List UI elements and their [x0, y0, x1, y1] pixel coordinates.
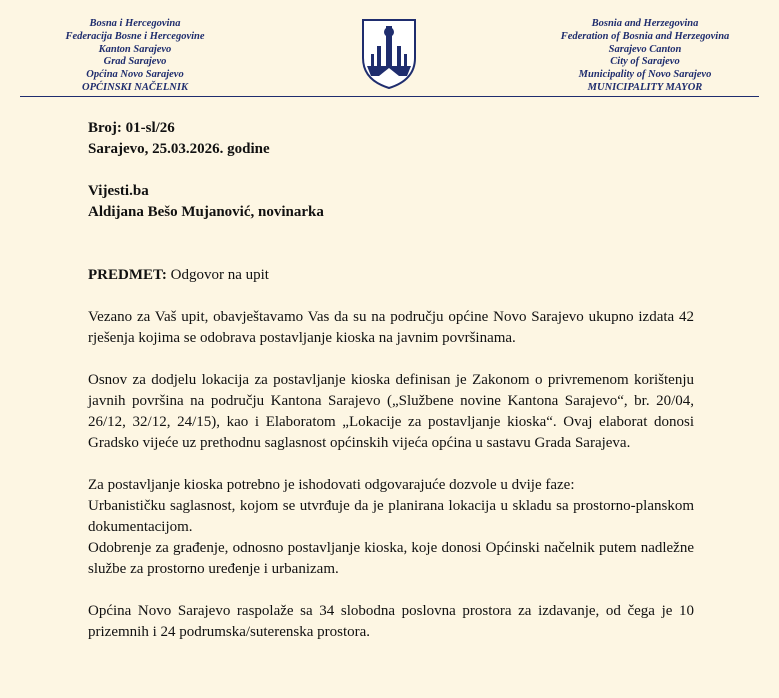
letter-place-date: Sarajevo, 25.03.2026. godine	[88, 141, 270, 157]
paragraph-legal-basis: Osnov za dodjelu lokacija za postavljanje kioska definisan je Zakonom o privremenom korištenju javnih površina na području Kantona Sarajevo („Službene novine Kantona Sarajevo“, br. 20/04, 26/12, 32/12, 24/15), kao i Elaboratom „Lokacije za postavljanje kioska“. Ovaj elaborat donosi Gradsko vijeće uz prethodnu saglasnost općinskih vijeća općina u sastavu Grada Sarajeva.	[88, 372, 694, 451]
header-right-line: City of Sarajevo	[610, 56, 680, 68]
subject-label: PREDMET:	[88, 267, 167, 283]
municipal-crest-icon	[361, 18, 417, 90]
header-left-line: Grad Sarajevo	[103, 56, 167, 68]
subject-line	[88, 265, 694, 286]
header-left-line: OPĆINSKI NAČELNIK	[82, 81, 188, 93]
header-right-line: MUNICIPALITY MAYOR	[587, 81, 703, 93]
header-left-line: Federacija Bosne i Hercegovine	[65, 30, 205, 42]
header-left-line: Bosna i Hercegovina	[89, 18, 181, 29]
header-left-block	[20, 18, 250, 95]
subject-text: Odgovor na upit	[166, 267, 269, 283]
header-right-line: Sarajevo Canton	[608, 43, 682, 55]
recipient-organization: Vijesti.ba	[88, 183, 149, 199]
header-right-line: Bosnia and Herzegovina	[591, 18, 699, 29]
letter-number: Broj: 01-sl/26	[88, 120, 175, 136]
header-right-block	[530, 18, 760, 95]
paragraph-closing: Općina Novo Sarajevo raspolaže sa 34 slobodna poslovna prostora za izdavanje, od čega je 10 prizemnih i 24 podrumska/suterenska prostora.	[88, 603, 694, 640]
phase-item: Urbanističku saglasnost, kojom se utvrđuje da je planirana lokacija u skladu sa prostorno-planskom dokumentacijom.	[88, 498, 694, 535]
phases-intro: Za postavljanje kioska potrebno je ishodovati odgovarajuće dozvole u dvije faze:	[88, 477, 575, 493]
header-right-line: Municipality of Novo Sarajevo	[578, 69, 712, 81]
recipient-person: Aldijana Bešo Mujanović, novinarka	[88, 204, 324, 220]
header-divider	[20, 96, 759, 97]
letter-body	[88, 118, 694, 643]
paragraph-permits: Vezano za Vaš upit, obavještavamo Vas da su na području općine Novo Sarajevo ukupno izdata 42 rješenja kojima se odobrava postavljanje kioska na javnim površinama.	[88, 309, 694, 346]
phase-item: Odobrenje za građenje, odnosno postavljanje kioska, koje donosi Općinski načelnik putem nadležne službe za prostorno uređenje i urbanizam.	[88, 540, 694, 577]
header-left-line: Kanton Sarajevo	[98, 43, 172, 55]
header-right-line: Federation of Bosnia and Herzegovina	[560, 30, 730, 42]
header-left-line: Općina Novo Sarajevo	[86, 69, 184, 81]
